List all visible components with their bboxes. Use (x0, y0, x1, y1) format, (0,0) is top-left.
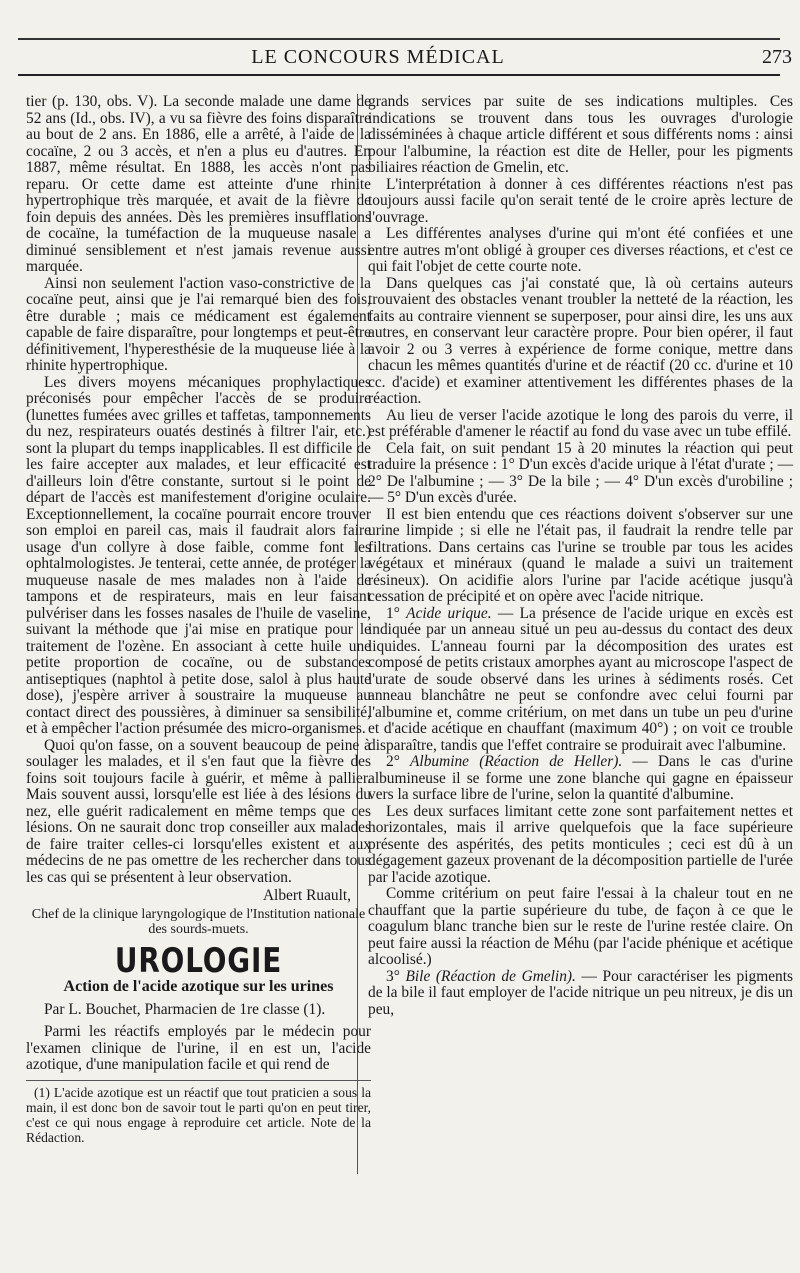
left-column (26, 94, 371, 1145)
article-byline: Par L. Bouchet, Pharmacien de 1re classe (1). (44, 1000, 326, 1018)
paragraph-albumin (368, 754, 793, 804)
journal-title: LE CONCOURS MÉDICAL (251, 46, 505, 68)
item-label: Acide urique. (406, 604, 492, 622)
right-column (368, 94, 793, 1018)
item-text: — Pour caractériser les pigments de la bile il faut employer de l'acide nitrique un peu nitreux, je dis un peu, (368, 967, 793, 1018)
item-number: 2° (386, 753, 411, 770)
item-text: — La présence de l'acide urique en excès est indiquée par un anneau situé un peu au-dessus du contact des deux liquides. L'anneau fourni par la décomposition des urates est composé de petits cristaux amorphes ayant au microscope l'aspect de l'urate de soude observé dans les urines à sédiments rosés. Cet anneau blanchâtre ne peut se confondre avec celui fourni par l'albumine et, comme critérium, on met dans un tube un peu d'urine et d'acide acétique en chauffant (maximum 40°) ; on voit ce trouble disparaître, tandis que l'effet contraire se produirait avec l'albumine. (368, 604, 793, 754)
footnote-text: (1) L'acide azotique est un réactif que tout praticien a sous la main, il est donc bon de savoir tout le parti qu'on en peut tirer, c'est ce qui nous engage à reproduire cet article. Note de la Rédaction. (26, 1084, 371, 1145)
paragraph: Comme critérium on peut faire l'essai à la chaleur tout en ne chauffant que la partie supérieure du tube, de façon à ce que le coagulum blanc tranche bien sur le reste de l'urine restée claire. On peut faire aussi la réaction de Méhu (par l'acide phénique et acétique alcoolisé.) (368, 885, 793, 968)
paragraph: Quoi qu'on fasse, on a souvent beaucoup de peine à soulager les malades, et il s'en faut que la fièvre des foins soit toujours facile à guérir, et même à pallier. Mais souvent aussi, lorsqu'elle est liée à des lésions du nez, elle guérit radicalement en même temps que ces lésions. On ne saurait donc trop conseiller aux malades de faire traiter celles-ci lorsqu'elles existent et aux médecins de ne pas omettre de les rechercher dans tous les cas qui se présentent à leur observation. (26, 736, 371, 886)
paragraph: Au lieu de verser l'acide azotique le long des parois du verre, il est préférable d'amener le réactif au fond du vase avec un tube effilé. (368, 406, 793, 440)
author-affiliation: Chef de la clinique laryngologique de l'Institution nationale des sourds-muets. (31, 906, 366, 937)
paragraph: tier (p. 130, obs. V). La seconde malade une dame de 52 ans (Id., obs. IV), a vu sa fièvre des foins disparaître au bout de 2 ans. En 1886, elle a arrêté, à l'aide de la cocaïne, 2 ou 3 accès, et n'en a plus eu d'autres. En 1887, même résultat. En 1888, les accès n'ont pas reparu. Or cette dame est atteinte d'une rhinite hypertrophique très marquée, et avait de la fièvre de foin depuis des années. Dès les premières insufflations de cocaïne, la tuméfaction de la muqueuse nasale a diminué sensiblement et n'est jamais revenue aussi marquée. (26, 93, 371, 275)
author-signature: Albert Ruault, (262, 887, 351, 904)
running-header (18, 42, 792, 72)
item-text: — Dans le cas d'urine albumineuse il se forme une zone blanche qui gagne en épaisseur vers la surface libre de l'urine, selon la quantité d'albumine. (368, 753, 793, 803)
page-number: 273 (762, 46, 792, 68)
paragraph: Dans quelques cas j'ai constaté que, là où certains auteurs trouvaient des obstacles venant troubler la netteté de la réaction, les faits au contraire viennent se superposer, pour ainsi dire, les uns aux autres, en conservant leur caractère propre. Pour bien opérer, il faut avoir 2 ou 3 verres à expérience de forme conique, mettre dans chacun les mêmes quantités d'urine et de réactif (20 cc. d'urine et 10 cc. d'acide) et examiner attentivement les différentes phases de la réaction. (368, 274, 793, 407)
paragraph-uric-acid (368, 606, 793, 755)
paragraph: grands services par suite de ses indications multiples. Ces indications se trouvent dans tous les ouvrages d'urologie disséminées à chaque article différent et sous différents noms : ainsi pour l'albumine, la réaction est dite de Heller, pour les pigments biliaires réaction de Gmelin, etc. (368, 93, 793, 176)
paragraph: L'interprétation à donner à ces différentes réactions n'est pas toujours aussi facile qu'on serait tenté de le croire après lecture de l'ouvrage. (368, 175, 793, 226)
paragraph: Il est bien entendu que ces réactions doivent s'observer sur une urine limpide ; si elle ne l'était pas, il faudrait la rendre telle par filtrations. Dans certains cas l'urine se trouble par tous les acides végétaux et minéraux (quand le malade a suivi un traitement résineux). On acidifie alors l'urine par l'acide acétique jusqu'à cessation de précipité et on opère avec l'acide nitrique. (368, 505, 793, 605)
paragraph: Les divers moyens mécaniques prophylactiques préconisés pour empêcher l'accès de se produire (lunettes fumées avec grilles et taffetas, tamponnements du nez, respirateurs ouatés destinés à filtrer l'air, etc.) sont la plupart du temps inapplicables. Il est difficile de les faire accepter aux malades, et leur efficacité est d'ailleurs loin d'être constante, surtout si le point de départ de l'accès est manifestement d'origine oculaire. Exceptionnellement, la cocaïne pourrait encore trouver son emploi en pareil cas, mais il faudrait alors faire usage d'un collyre à dose faible, comme font les ophtalmologistes. Je tenterai, cette année, de protéger la muqueuse nasale de mes malades non à l'aide de tampons et de respirateurs, mais en leur faisant pulvériser dans les fosses nasales de l'huile de vaseline, suivant la méthode que j'ai mise en pratique pour le traitement de l'ozène. En associant à cette huile une petite proportion de cocaïne, ou de substances antiseptiques (naphtol à petite dose, salol à plus haute dose), j'espère arriver à soustraire la muqueuse au contact direct des poussières, à diminuer sa sensibilité, et à empêcher l'action présumée des micro-organismes. (26, 373, 371, 737)
item-label: Bile (Réaction de Gmelin). (405, 967, 576, 985)
footnote (26, 1080, 371, 1145)
item-number: 3° (386, 967, 406, 985)
paragraph: Parmi les réactifs employés par le médecin pour l'examen clinique de l'urine, il en est un, l'acide azotique, d'une manipulation facile et qui rend de (26, 1023, 371, 1073)
paragraph-bile (368, 969, 793, 1019)
item-label: Albumine (Réaction de Heller). (410, 753, 623, 770)
article-title: Action de l'acide azotique sur les urines (63, 978, 334, 995)
paragraph: Cela fait, on suit pendant 15 à 20 minutes la réaction qui peut traduire la présence : 1° D'un excès d'acide urique à l'état d'urate ; — 2° De l'albumine ; — 3° De la bile ; — 4° D'un excès d'urobiline ; — 5° D'un excès d'urée. (368, 439, 793, 506)
top-rule (18, 38, 780, 40)
paragraph: Les différentes analyses d'urine qui m'ont été confiées et une entre autres m'ont obligé à grouper ces diverses réactions, et c'est ce qui fait l'objet de cette courte note. (368, 225, 793, 275)
item-number: 1° (386, 604, 407, 622)
paragraph: Les deux surfaces limitant cette zone sont parfaitement nettes et horizontales, mais il arrive quelquefois que la face supérieure présente des aspérités, des petits monticules ; ceci est dû à un dégagement gazeux provenant de la décomposition partielle de l'urée par l'acide azotique. (368, 802, 793, 886)
paragraph: Ainsi non seulement l'action vaso-constrictive de la cocaïne peut, ainsi que je l'ai remarqué bien des fois, être durable ; mais ce médicament est également capable de faire disparaître, pour longtemps et peut-être définitivement, l'hyperesthésie de la muqueuse liée à la rhinite hypertrophique. (26, 274, 371, 374)
header-rule (18, 74, 780, 76)
section-heading: UROLOGIE (114, 940, 283, 981)
